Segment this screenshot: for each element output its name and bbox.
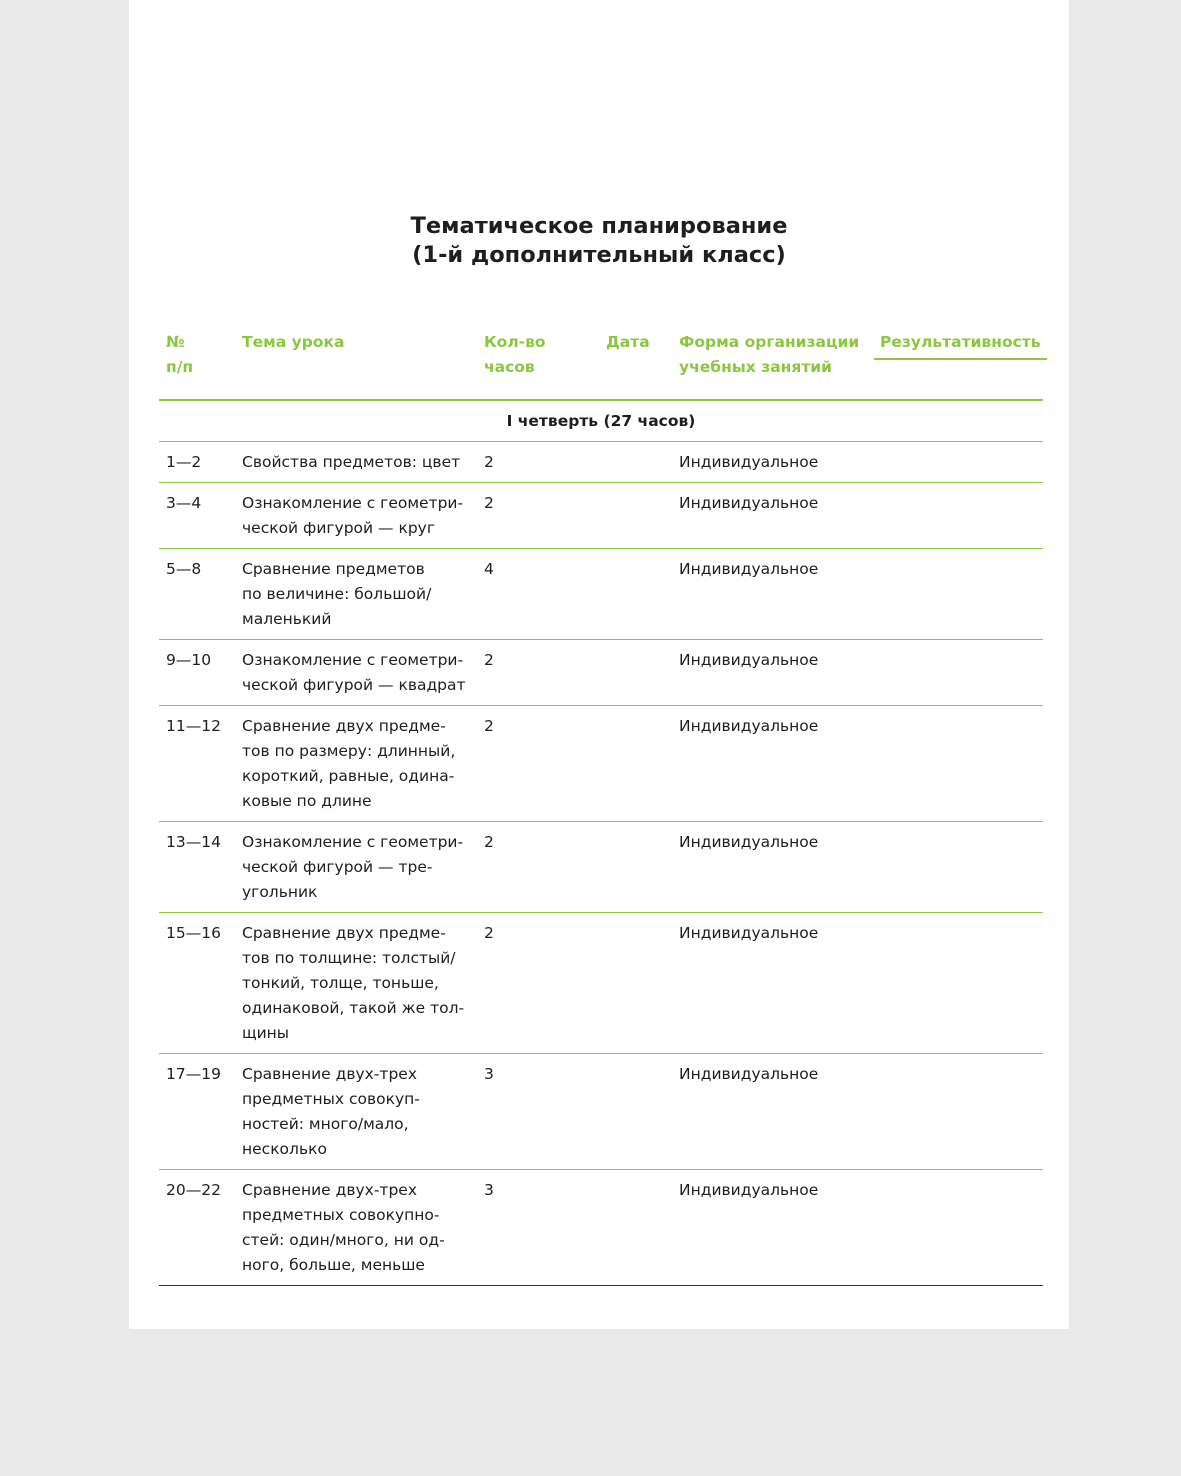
lesson-hours: 3 — [484, 1065, 494, 1083]
topic-line: по величине: большой/ — [242, 585, 432, 603]
lesson-number: 5—8 — [166, 560, 202, 578]
table-row — [159, 549, 1043, 640]
lesson-topic — [242, 1178, 445, 1278]
lesson-topic — [242, 491, 463, 541]
topic-line: ковые по длине — [242, 792, 372, 810]
topic-line: Сравнение двух предме- — [242, 717, 446, 735]
lesson-topic — [242, 648, 466, 698]
lesson-topic — [242, 450, 460, 475]
header-result: Результативность — [874, 330, 1047, 360]
lesson-hours: 2 — [484, 833, 494, 851]
topic-line: Свойства предметов: цвет — [242, 453, 461, 471]
topic-line: несколько — [242, 1140, 327, 1158]
lesson-form: Индивидуальное — [679, 833, 819, 851]
table-row — [159, 1170, 1043, 1286]
table-header — [159, 330, 1043, 401]
topic-line: Сравнение предметов — [242, 560, 425, 578]
lesson-hours: 2 — [484, 924, 494, 942]
lesson-form: Индивидуальное — [679, 924, 819, 942]
topic-line: Сравнение двух-трех — [242, 1181, 418, 1199]
lesson-form: Индивидуальное — [679, 560, 819, 578]
lesson-topic — [242, 921, 464, 1046]
lesson-number: 11—12 — [166, 717, 221, 735]
lesson-hours: 2 — [484, 453, 494, 471]
table-row — [159, 442, 1043, 483]
topic-line: тов по размеру: длинный, — [242, 742, 456, 760]
lesson-number: 20—22 — [166, 1181, 221, 1199]
topic-line: одинаковой, такой же тол- — [242, 999, 465, 1017]
table-row — [159, 1054, 1043, 1170]
lesson-form: Индивидуальное — [679, 1065, 819, 1083]
lesson-hours: 4 — [484, 560, 494, 578]
table-row — [159, 913, 1043, 1054]
topic-line: Ознакомление с геометри- — [242, 833, 464, 851]
topic-line: ческой фигурой — круг — [242, 519, 435, 537]
lesson-topic — [242, 830, 463, 905]
topic-line: маленький — [242, 610, 332, 628]
title-line-2: (1-й дополнительный класс) — [412, 242, 786, 268]
topic-line: Сравнение двух-трех — [242, 1065, 418, 1083]
topic-line: щины — [242, 1024, 290, 1042]
header-num: № п/п — [166, 333, 194, 376]
table-row — [159, 706, 1043, 822]
lesson-hours: 2 — [484, 651, 494, 669]
lesson-form: Индивидуальное — [679, 651, 819, 669]
lesson-form: Индивидуальное — [679, 717, 819, 735]
lesson-form: Индивидуальное — [679, 494, 819, 512]
lesson-hours: 2 — [484, 717, 494, 735]
quarter-heading: I четверть (27 часов) — [159, 401, 1043, 442]
table-body — [159, 442, 1043, 1286]
page-title — [129, 212, 1069, 270]
topic-line: угольник — [242, 883, 318, 901]
topic-line: Ознакомление с геометри- — [242, 494, 464, 512]
lesson-number: 15—16 — [166, 924, 221, 942]
lesson-number: 1—2 — [166, 453, 202, 471]
lesson-number: 13—14 — [166, 833, 221, 851]
topic-line: короткий, равные, одина- — [242, 767, 455, 785]
topic-line: тонкий, толще, тоньше, — [242, 974, 439, 992]
table-row — [159, 483, 1043, 549]
thematic-plan-table — [159, 330, 1043, 1286]
table-row — [159, 640, 1043, 706]
lesson-number: 17—19 — [166, 1065, 221, 1083]
lesson-topic — [242, 1062, 420, 1162]
header-hours: Кол-во часов — [484, 333, 546, 376]
topic-line: ностей: много/мало, — [242, 1115, 409, 1133]
header-topic: Тема урока — [242, 333, 345, 351]
title-line-1: Тематическое планирование — [410, 213, 788, 239]
topic-line: ного, больше, меньше — [242, 1256, 425, 1274]
topic-line: Ознакомление с геометри- — [242, 651, 464, 669]
document-page — [129, 0, 1069, 1329]
lesson-hours: 2 — [484, 494, 494, 512]
topic-line: ческой фигурой — квадрат — [242, 676, 466, 694]
topic-line: стей: один/много, ни од- — [242, 1231, 445, 1249]
lesson-form: Индивидуальное — [679, 453, 819, 471]
lesson-number: 9—10 — [166, 651, 212, 669]
topic-line: ческой фигурой — тре- — [242, 858, 433, 876]
lesson-number: 3—4 — [166, 494, 202, 512]
table-row — [159, 822, 1043, 913]
lesson-hours: 3 — [484, 1181, 494, 1199]
topic-line: предметных совокупно- — [242, 1206, 440, 1224]
lesson-topic — [242, 714, 455, 814]
topic-line: тов по толщине: толстый/ — [242, 949, 456, 967]
topic-line: Сравнение двух предме- — [242, 924, 446, 942]
topic-line: предметных совокуп- — [242, 1090, 420, 1108]
header-date: Дата — [606, 333, 650, 351]
header-form: Форма организации учебных занятий — [679, 333, 860, 376]
lesson-topic — [242, 557, 431, 632]
lesson-form: Индивидуальное — [679, 1181, 819, 1199]
